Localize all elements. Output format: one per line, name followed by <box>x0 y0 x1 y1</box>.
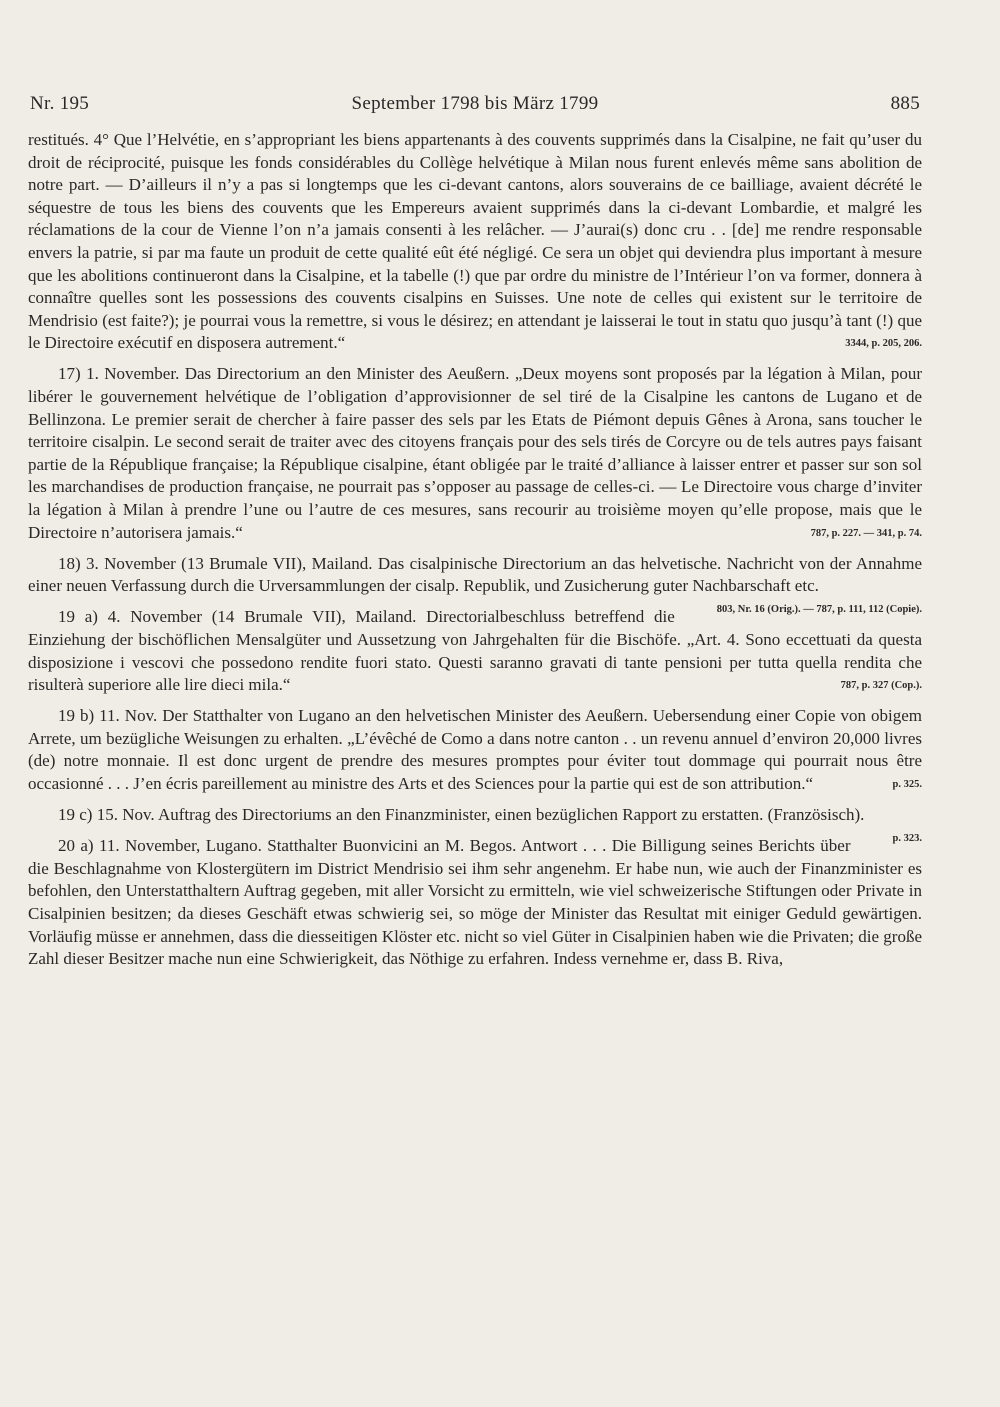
paragraph-7: 20 a) 11. November, Lugano. Statthalter Buonvicini an M. Begos. Antwort . . . Die Billigung seines Berichts über die Beschlagnahme von Klostergütern im District Mendrisio sei ihm sehr angenehm. Er habe nun, wie auch der Finanzminister es befohlen, den Unterstatthaltern Auftrag gegeben, mit aller Vorsicht zu ermitteln, wie viel schweizerische Stiftungen oder Private in Cisalpinien besitzen; da dieses Geschäft etwas schwierig sei, so möge der Minister das Resultat mit einiger Geduld gewärtigen. Vorläufig müsse er annehmen, dass die diesseitigen Klöster etc. nicht so viel Güter in Cisalpinien haben wie die Privaten; die große Zahl dieser Besitzer mache nun eine Schwierigkeit, das Nöthige zu erfahren. Indess vernehme er, dass B. Riva, <box>28 836 922 969</box>
running-header <box>30 93 920 119</box>
paragraph-5: 19 b) 11. Nov. Der Statthalter von Lugano an den helvetischen Minister des Aeußern. Uebersendung einer Copie von obigem Arrete, um bezügliche Weisungen zu erhalten. „L’évêché de Como a dans notre canton . . un revenu annuel d’environ 20,000 livres (de) notre monnaie. Il est donc urgent de prendre des mesures promptes pour éviter tout dommage qui pourrait nous être occasionné . . . J’en écris pareillement au ministre des Arts et des Sciences pour la partie qui est de son attribution.“ p. 325. <box>28 705 922 795</box>
running-title: September 1798 bis März 1799 <box>351 93 599 114</box>
source-reference: p. 323. <box>892 832 922 844</box>
page-number: 885 <box>890 93 920 114</box>
paragraph-6: 19 c) 15. Nov. Auftrag des Directoriums an den Finanzminister, einen bezüglichen Rapport zu erstatten. (Französisch). p. 323. <box>28 804 922 827</box>
source-reference: 3344, p. 205, 206. <box>845 338 922 350</box>
source-reference: 787, p. 227. — 341, p. 74. <box>810 527 922 539</box>
source-reference: 787, p. 327 (Cop.). <box>840 680 922 692</box>
paragraph-2: 17) 1. November. Das Directorium an den Minister des Aeußern. „Deux moyens sont proposés par la légation à Milan, pour libérer le gouvernement helvétique de l’obligation d’approvisionner de sel tiré de la Cisalpine les cantons de Lugano et de Bellinzona. Le premier serait de chercher à faire passer des sels par les Etats de Piémont depuis Gênes à Arona, sans toucher le territoire cisalpin. Le second serait de traiter avec des citoyens français pour des sels tirés de Corcyre ou de tels autres pays faisant partie de la République française; la République cisalpine, étant obligée par le traité d’alliance à laisser entrer et passer sur son sol les marchandises de production française, ne pourrait pas s’opposer au passage de celles-ci. — Le Directoire vous charge d’inviter la légation à Milan à prendre l’une ou l’autre de ces mesures, sans recourir au troisième moyen qu’elle propose, mais que le Directoire n’autorisera jamais.“ 787, p. 227. — 341, p. 74. <box>28 363 922 544</box>
body-text <box>28 129 922 979</box>
paragraph-1: restitués. 4° Que l’Helvétie, en s’appropriant les biens appartenants à des couvents supprimés dans la Cisalpine, ne fait qu’user du droit de réciprocité, puisque les fonds considérables du Collège helvétique à Milan nous furent enlevés même sans abolition de notre part. — D’ailleurs il n’y a pas si longtemps que les ci-devant cantons, alors souverains de ce bailliage, avaient décrété le séquestre de tous les biens des couvents que les Empereurs avaient supprimés dans la ci-devant Lombardie, et malgré les réclamations de la cour de Vienne l’on n’a jamais consenti à les relâcher. — J’aurai(s) donc cru . . [de] me rendre responsable envers la patrie, si par ma faute un produit de cette qualité eût été négligé. Ce sera un objet qui deviendra plus important à mesure que les abolitions continueront dans la Cisalpine, et la tabelle (!) que par ordre du ministre de l’Intérieur l’on va former, donnera à connaître quelles sont les possessions des couvents cisalpins en Suisses. Une note de celles qui existent sur le territoire de Mendrisio (est faite?); je pourrai vous la remettre, si vous le désirez; en attendant je laisserai le tout in statu quo jusqu’à tant (!) que le Directoire exécutif en disposera autrement.“ 3344, p. 205, 206. <box>28 129 922 355</box>
document-number: Nr. 195 <box>30 93 90 114</box>
paragraph-4: 19 a) 4. November (14 Brumale VII), Mailand. Directorialbeschluss betreffend die Einziehung der bischöflichen Mensalgüter und Aussetzung von Jahrgehalten für die Bischöfe. „Art. 4. Sono eccettuati da questa disposizione i vescovi che possedono rendite fuori stato. Questi saranno gravati di tante pensioni per tutta quella rendita che risulterà superiore alle lire dieci mila.“ 787, p. 327 (Cop.). <box>28 606 922 696</box>
source-reference: p. 325. <box>892 779 922 791</box>
paragraph-3: 18) 3. November (13 Brumale VII), Mailand. Das cisalpinische Directorium an das helvetische. Nachricht von der Annahme einer neuen Verfassung durch die Urversammlungen der cisalp. Republik, und Zusicherung guter Nachbarschaft etc. 803, Nr. 16 (Orig.). — 787, p. 111, 112 (Copie). <box>28 553 922 598</box>
source-reference: 803, Nr. 16 (Orig.). — 787, p. 111, 112 (Copie). <box>716 603 922 615</box>
